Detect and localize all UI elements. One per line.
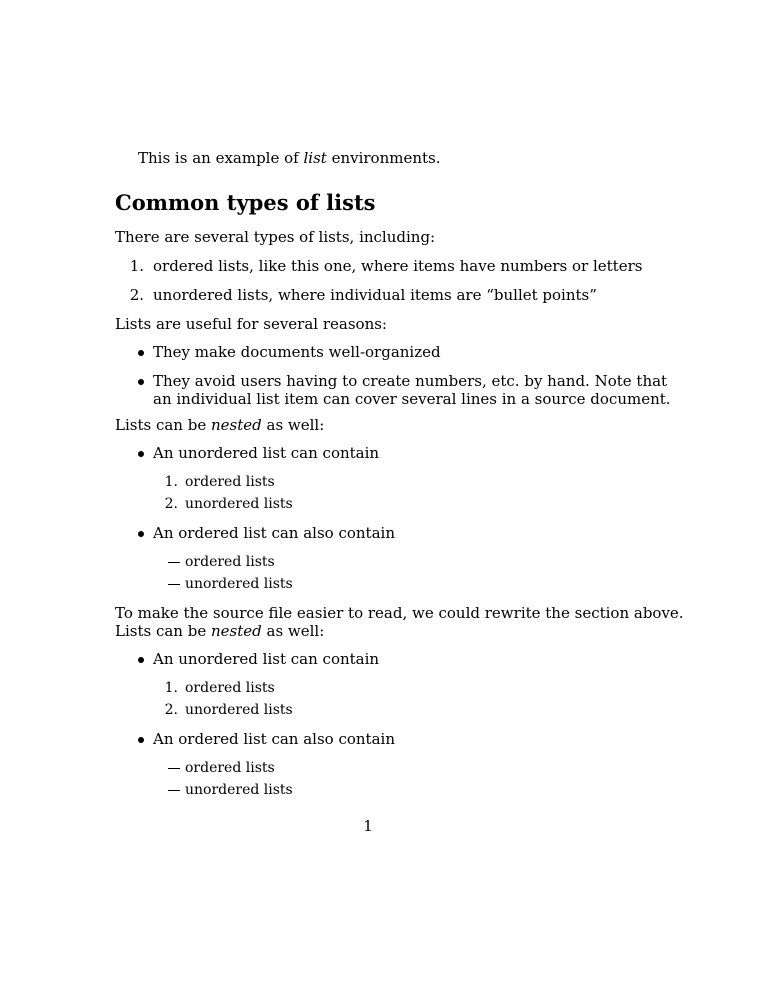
nested-lead-a <box>115 415 324 435</box>
nested-emphasis: nested <box>210 622 262 640</box>
list-marker: 2. <box>129 286 144 304</box>
list-item: An ordered list can also contain <box>153 524 395 542</box>
list-item: An unordered list can contain <box>153 650 380 668</box>
list-item: They make documents well-organized <box>153 343 441 361</box>
nested-emphasis: nested <box>210 416 262 434</box>
intro-paragraph <box>138 148 441 168</box>
list-item: An unordered list can contain <box>153 444 380 462</box>
list-item: unordered lists, where individual items are “bullet points” <box>153 286 597 304</box>
dash-icon <box>168 562 180 563</box>
bullet-icon <box>138 379 144 385</box>
bullet-icon <box>138 657 144 663</box>
nested-list-item: unordered lists <box>185 782 293 798</box>
list-marker: 1. <box>164 474 178 490</box>
list-marker: 2. <box>164 496 178 512</box>
list-marker: 1. <box>129 257 144 275</box>
list-marker: 1. <box>164 680 178 696</box>
page-number: 1 <box>363 817 373 835</box>
nested-list-item: ordered lists <box>185 474 275 490</box>
nested-list-item: unordered lists <box>185 576 293 592</box>
nested-lead-text: Lists can be <box>115 416 211 434</box>
nested-list-item: unordered lists <box>185 702 293 718</box>
bullet-icon <box>138 350 144 356</box>
nested-list-item: ordered lists <box>185 554 275 570</box>
bullet-icon <box>138 451 144 457</box>
nested-lead-text: Lists can be <box>115 622 211 640</box>
dash-icon <box>168 584 180 585</box>
list-item-continuation: an individual list item can cover several lines in a source document. <box>153 390 671 408</box>
nested-lead-text: as well: <box>261 622 325 640</box>
intro-text-before: This is an example of <box>138 149 304 167</box>
paragraph-reasons-intro: Lists are useful for several reasons: <box>115 315 387 333</box>
nested-list-item: ordered lists <box>185 680 275 696</box>
bullet-icon <box>138 737 144 743</box>
intro-text-after: environments. <box>326 149 441 167</box>
nested-lead-b <box>115 621 324 641</box>
dash-icon <box>168 768 180 769</box>
list-item: An ordered list can also contain <box>153 730 395 748</box>
intro-emphasis: list <box>303 149 327 167</box>
paragraph-types-intro: There are several types of lists, including: <box>115 228 436 246</box>
nested-list-item: unordered lists <box>185 496 293 512</box>
list-marker: 2. <box>164 702 178 718</box>
nested-lead-text: as well: <box>261 416 325 434</box>
list-item: They avoid users having to create numbers, etc. by hand. Note that <box>153 372 668 390</box>
paragraph-rewrite-note: To make the source file easier to read, we could rewrite the section above. <box>115 604 684 622</box>
dash-icon <box>168 790 180 791</box>
bullet-icon <box>138 531 144 537</box>
section-heading: Common types of lists <box>115 190 376 215</box>
nested-list-item: ordered lists <box>185 760 275 776</box>
list-item: ordered lists, like this one, where items have numbers or letters <box>153 257 643 275</box>
